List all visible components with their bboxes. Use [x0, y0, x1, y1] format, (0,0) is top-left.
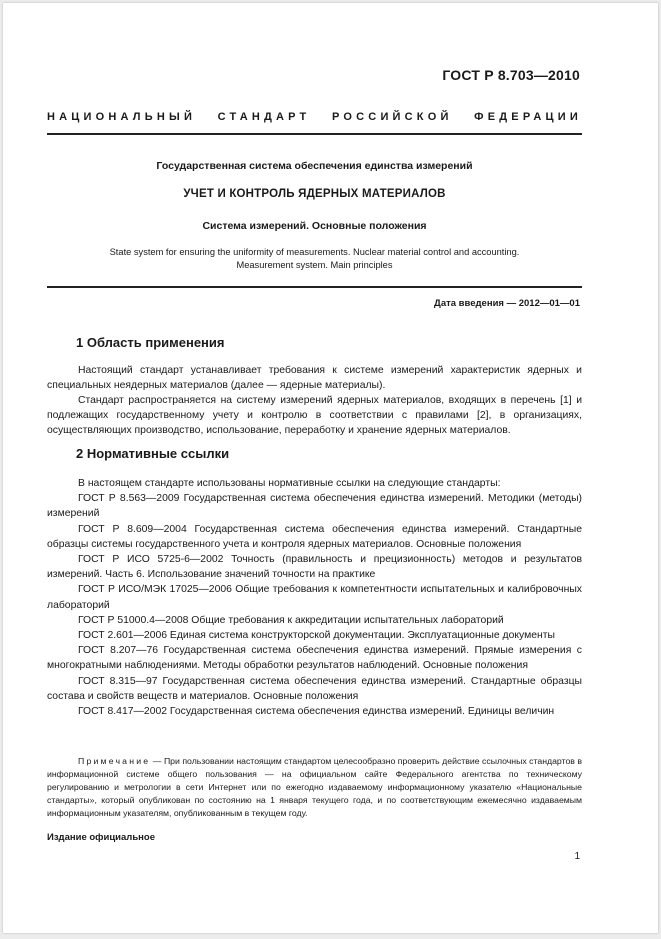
english-title-line: Measurement system. Main principles [236, 260, 393, 270]
series-title: Государственная система обеспечения единства измерений [156, 160, 473, 172]
reference-item: ГОСТ Р ИСО/МЭК 17025—2006 Общие требования к компетентности испытательных и калибровочных лабораторий [47, 584, 582, 611]
references-intro: В настоящем стандарте использованы нормативные ссылки на следующие стандарты: [78, 478, 501, 489]
banner-word: СТАНДАРТ [217, 111, 311, 123]
reference-item: ГОСТ Р 51000.4—2008 Общие требования к аккредитации испытательных лабораторий [78, 614, 504, 626]
document-page [3, 3, 658, 933]
page-number: 1 [574, 851, 580, 862]
top-divider [47, 133, 582, 135]
banner-word: РОССИЙСКОЙ [332, 111, 453, 123]
english-title [47, 246, 582, 272]
reference-item: ГОСТ 8.417—2002 Государственная система обеспечения единства измерений. Единицы величин [78, 706, 555, 718]
normative-references-list [47, 476, 582, 719]
reference-item: ГОСТ Р 8.609—2004 Государственная система обеспечения единства измерений. Стандартные образцы системы государственного учета и контроля ядерных материалов. Основные положения [47, 523, 582, 550]
national-standard-banner [47, 111, 582, 123]
reference-item: ГОСТ 8.315—97 Государственная система обеспечения единства измерений. Стандартные образцы состава и свойств веществ и материалов. Основные положения [47, 675, 582, 702]
document-number: ГОСТ Р 8.703—2010 [442, 67, 580, 83]
banner-word: НАЦИОНАЛЬНЫЙ [47, 111, 197, 123]
reference-item: ГОСТ 2.601—2006 Единая система конструкторской документации. Эксплуатационные документы [78, 630, 556, 642]
banner-word: ФЕДЕРАЦИИ [474, 111, 582, 123]
middle-divider [47, 286, 582, 288]
reference-item: ГОСТ 8.207—76 Государственная система обеспечения единства измерений. Прямые измерения с многократными наблюдениями. Методы обработки результатов наблюдений. Основные положения [47, 645, 582, 672]
section-1-heading: 1 Область применения [76, 335, 225, 350]
note-label: Примечание [78, 756, 151, 766]
section-1-paragraph: Настоящий стандарт устанавливает требования к системе измерений характеристик ядерных и специальных неядерных материалов (далее — ядерные материалы). [47, 365, 582, 392]
note-text: — При пользовании настоящим стандартом целесообразно проверить действие ссылочных стандартов в информационной системе общего пользования — на официальном сайте Федерального агентства по техническому регулированию и метрологии в сети Интернет или по ежегодно издаваемому информационному указателю «Национальные стандарты», который опубликован по состоянию на 1 января текущего года, и по соответствующим ежемесячно издаваемым информационным указателям, опубликованным в текущем году. [47, 756, 582, 818]
reference-item: ГОСТ Р ИСО 5725-6—2002 Точность (правильность и прецизионность) методов и результатов измерений. Часть 6. Использование значений точности на практике [47, 554, 582, 581]
section-1-paragraph: Стандарт распространяется на систему измерений ядерных материалов, входящих в перечень [1] и подлежащих государственному учету и контролю в соответствии с правилами [2], в организациях, осуществляющих производство, использование, переработку и хранение ядерных материалов. [47, 395, 582, 437]
section-2-heading: 2 Нормативные ссылки [76, 446, 230, 461]
official-edition-label: Издание официальное [47, 832, 155, 843]
introduction-date: Дата введения — 2012—01—01 [434, 298, 580, 309]
reference-item: ГОСТ Р 8.563—2009 Государственная система обеспечения единства измерений. Методики (методы) измерений [47, 493, 582, 520]
subtitle: Система измерений. Основные положения [202, 220, 427, 232]
note-block [47, 755, 582, 820]
english-title-line: State system for ensuring the uniformity of measurements. Nuclear material control and accounting. [109, 247, 520, 257]
main-title: УЧЕТ И КОНТРОЛЬ ЯДЕРНЫХ МАТЕРИАЛОВ [183, 188, 446, 200]
